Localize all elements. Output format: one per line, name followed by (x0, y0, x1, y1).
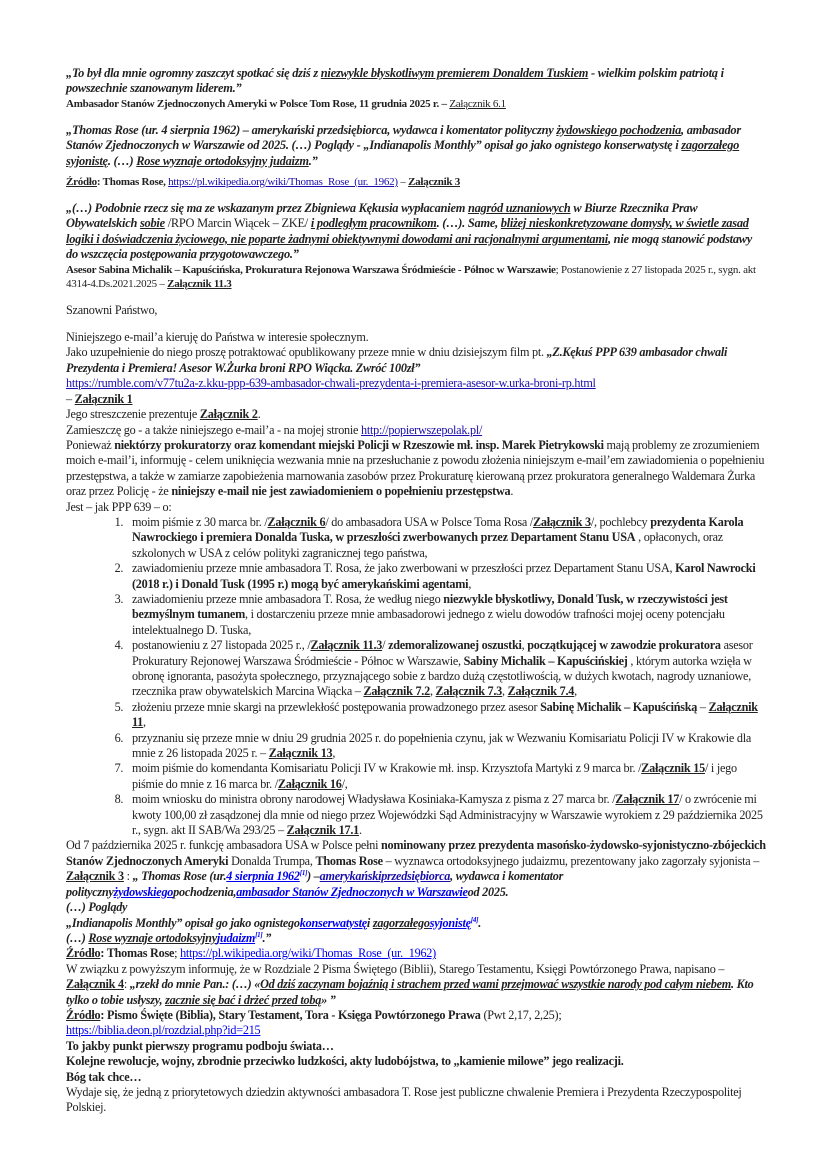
quote-tusk: „To był dla mnie ogromny zaszczyt spotkać się dziś z niezwykle błyskotliwym premierem Donaldem Tuskiem - wielkim polskim patriotą i powszechnie szanowanym liderem.” (66, 66, 724, 96)
attachment-16-link[interactable]: Załącznik 16 (277, 776, 342, 791)
attachment-3-link[interactable]: Załącznik 3 (66, 869, 124, 884)
conservative-link[interactable]: konserwatystę (299, 915, 367, 930)
bible-paragraph: W związku z powyższym informuję, że w Rozdziale 2 Pisma Świętego (Biblii), Starego Testamentu, Księgi Powtórzonego Prawa, napisano – Załącznik 4: „rzekł do mnie Pan.: (…) «Od dziś zaczynam bojaźnią i strachem przed wami przejmować wszystkie narody pod całym niebem. Kto tylko o tobie usłyszy, zacznie się bać i drżeć przed tobą» ” (66, 961, 754, 1007)
attachment-7-3-link[interactable]: Załącznik 7.3 (435, 684, 503, 699)
attachment-3-link[interactable]: Załącznik 3 (408, 176, 461, 189)
attachment-17-link[interactable]: Załącznik 17 (615, 792, 680, 807)
closing-line-2: Kolejne rewolucje, wojny, zbrodnie przeciwko ludzkości, akty ludobójstwa, to „kamienie milowe” jego realizacji. (66, 1054, 624, 1069)
list-intro: Jest – jak PPP 639 – o: (66, 499, 172, 514)
judaism-link[interactable]: judaizm (216, 930, 256, 945)
attachment-4-link[interactable]: Załącznik 4 (66, 977, 124, 992)
bible-link[interactable]: https://biblia.deon.pl/rozdzial.php?id=215 (66, 1023, 261, 1038)
quote-prosecutor: „(…) Podobnie rzecz się ma ze wskazanym przez Zbigniewa Kękusia wypłacaniem nagród uznaniowych w Biurze Rzecznika Praw Obywatelskich sobie /RPO Marcin Wiącek – ZKE/ i podległym pracownikom. (…). Same, bliżej nieskonkretyzowane domysły, w świetle zasad logiki i doświadczenia życiowego, nie poparte żadnymi obiektywnymi dowodami ani racjonalnymi argumentami, nie mogą stanowić podstawy do wszczęcia postępowania przygotowawczego.” (66, 201, 753, 262)
list-item: 1. moim piśmie z 30 marca br. /Załącznik 6/ do ambasadora USA w Polsce Toma Rosa /Załącznik 3/, pochlebcy prezydenta Karola Nawrockiego i premiera Donalda Tuska, w przeszłości zwerbowanych przez Departament Stanu USA , opłaconych, oraz szkolonych w USA z celów polityki zagranicznej tego państwa, (126, 515, 766, 561)
views-line: „Indianapolis Monthly” opisał go jako ognistegokonserwatystęi zagorzałegosyjonistę[4]. (66, 915, 482, 930)
attachment-11-link[interactable]: Załącznik 11 (132, 699, 758, 730)
attachment-15-link[interactable]: Załącznik 15 (641, 761, 705, 776)
topics-list (66, 515, 766, 839)
attachment-6-link[interactable]: Załącznik 6 (267, 514, 326, 529)
wikipedia-link[interactable]: https://pl.wikipedia.org/wiki/Thomas_Rose_(ur._1962) (168, 176, 398, 189)
wikipedia-link-2[interactable]: https://pl.wikipedia.org/wiki/Thomas_Rose_(ur._1962) (180, 946, 436, 961)
attachment-2-link[interactable]: Załącznik 2 (199, 407, 258, 422)
website-line: Zamieszczę go - a także niniejszego e-mail’a - na mojej stronie http://popierwszepolak.pl/ (66, 422, 483, 437)
document-page: „To był dla mnie ogromny zaszczyt spotkać się dziś z niezwykle błyskotliwym premierem Donaldem Tuskiem - wielkim polskim patriotą i powszechnie szanowanym liderem.” Ambasador Stanów Zjednoczonych Ameryki w Polsce Tom Rose, 11 grudnia 2025 r. – Załącznik 6.1 „Thomas Rose (ur. 4 sierpnia 1962) – amerykański przedsiębiorca, wydawca i komentator polityczny żydowskiego pochodzenia, ambasador Stanów Zjednoczonych w Warszawie od 2025. (…) Poglądy - „Indianapolis Monthly” opisał go jako ognistego konserwatystę i zagorzałego syjonistę. (…) Rose wyznaje ortodoksyjny judaizm.” Źródło: Thomas Rose, https://pl.wikipedia.org/wiki/Thomas_Rose_(ur._1962) – Załącznik 3 „(…) Podobnie rzecz się ma ze wskazanym przez Zbigniewa Kękusia wypłacaniem nagród uznaniowych w Biurze Rzecznika Praw Obywatelskich sobie /RPO Marcin Wiącek – ZKE/ i podległym pracownikom. (…). Same, bliżej nieskonkretyzowane domysły, w świetle zasad logiki i doświadczenia życiowego, nie poparte żadnymi obiektywnymi dowodami ani racjonalnymi argumentami, nie mogą stanowić podstawy do wszczęcia postępowania przygotowawczego.” Asesor Sabina Michalik – Kapuścińska, Prokuratura Rejonowa Warszawa Śródmieście - Północ w Warszawie; Postanowienie z 27 listopada 2025 r., sygn. akt 4314-4.Ds.2021.2025 – Załącznik 11.3 Szanowni Państwo, Niniejszego e-mail’a kieruję do Państwa w interesie społecznym. Jako uzupełnienie do niego proszę potraktować opublikowany przeze mnie w dniu dzisiejszym film pt. „Z.Kękuś PPP 639 ambasador chwali Prezydenta i Premiera! Asesor W.Żurka broni RPO Wiącka. Zwróć 100zł” https://rumble.com/v77tu2a-z.kku-ppp-639-ambasador-chwali-prezydenta-i-premiera-asesor-w.urka-broni-rp.html – Załącznik 1 Jego streszczenie prezentuje Załącznik 2. Zamieszczę go - a także niniejszego e-mail’a - na mojej stronie http://popierwszepolak.pl/ Ponieważ niektórzy prokuratorzy oraz komendant miejski Policji w Rzeszowie mł. insp. Marek Pietrykowski mają problemy ze zrozumieniem moich e-mail’i, informuję - celem uniknięcia wezwania mnie na przesłuchanie z powodu złożenia niniejszym e-mail’em zawiadomienia o popełnieniu przestępstwa, a także w zamiarze zapobieżenia marnowania zasobów przez Prokuraturę kierowaną przez prokuratora generalnego Waldemara Żurka oraz przez Policję - że niniejszy e-mail nie jest zawiadomieniem o popełnieniu przestępstwa. Jest – jak PPP 639 – o: 1. moim piśmie z 30 marca br. /Załącznik 6/ do ambasadora USA w Polsce Toma Rosa /Załącznik 3/, pochlebcy prezydenta Karola Nawrockiego i premiera Donalda Tuska, w przeszłości zwerbowanych przez Departament Stanu USA , opłaconych, oraz szkolonych w USA z celów polityki zagranicznej tego państwa, 2. zawiadomieniu przeze mnie ambasadora T. Rosa, że jako zwerbowani w przeszłości przez Departament Stanu USA, Karol Nawrocki (2018 r.) i Donald Tusk (1995 r.) mogą być amerykańskimi agentami, 3. zawiadomieniu przeze mnie ambasadora T. Rosa, że według niego niezwykle błyskotliwy, Donald Tusk, w rzeczywistości jest bezmyślnym tumanem, i dostarczeniu przeze mnie ambasadorowi jednego z wielu dowodów trafności mojej oceny potencjału intelektualnego D. Tuska, 4. postanowieniu z 27 listopada 2025 r., /Załącznik 11.3/ zdemoralizowanej oszustki, początkującej w zawodzie prokuratora asesor Prokuratury Rejonowej Warszawa Śródmieście - Północ w Warszawie, Sabiny Michalik – Kapuścińskiej , którym autorka wzięła w obronę ignoranta, pasożyta społecznego, przyznającego sobie z bardzo dużą częstotliwością, w dużych kwotach, nagrody uznaniowe, rzecznika praw obywatelskich Marcina Wiącka – Załącznik 7.2, Załącznik 7.3, Załącznik 7.4, 5. złożeniu przeze mnie skargi na przewlekłość postępowania prowadzonego przez asesor Sabinę Michalik – Kapuścińską – Załącznik 11, 6. przyznaniu się przeze mnie w dniu 29 grudnia 2025 r. do popełnienia czynu, jak w Wezwaniu Komisariatu Policji IV w Krakowie dla mnie z 26 listopada 2025 r. – Załącznik 13, 7. moim piśmie do komendanta Komisariatu Policji IV w Krakowie mł. insp. Krzysztofa Martyki z 9 marca br. /Załącznik 15/ i jego piśmie do mnie z 16 marca br. /Załącznik 16/, 8. moim wniosku do ministra obrony narodowej Władysława Kosiniaka-Kamysza z pisma z 27 marca br. /Załącznik 17/ o zwrócenie mi kwoty 100,00 zł zasądzonej dla mnie od niego przez Wojewódzki Sąd Administracyjny w Warszawie wyrokiem z 29 października 2025 r., sygn. akt II SAB/Wa 293/25 – Załącznik 17.1. Od 7 października 2025 r. funkcję ambasadora USA w Polsce pełni nominowany przez prezydenta masońsko-żydowsko-syjonistyczno-zbójeckich Stanów Zjednoczonych Ameryki Donalda Trumpa, Thomas Rose – wyznawca ortodoksyjnego judaizmu, prezentowany jako zagorzały syjonista – Załącznik 3 : „ Thomas Rose (ur.4 sierpnia 1962[1]) –amerykańskiprzedsiębiorca, wydawca i komentator politycznyżydowskiegopochodzenia,ambasador Stanów Zjednoczonych w Warszawieod 2025. (…) Poglądy „Indianapolis Monthly” opisał go jako ognistegokonserwatystęi zagorzałegosyjonistę[4]. (…) Rose wyznaje ortodoksyjnyjudaizm[1].” Źródło: Thomas Rose; https://pl.wikipedia.org/wiki/Thomas_Rose_(ur._1962) W związku z powyższym informuję, że w Rozdziale 2 Pisma Świętego (Biblii), Starego Testamentu, Księgi Powtórzonego Prawa, napisano – Załącznik 4: „rzekł do mnie Pan.: (…) «Od dziś zaczynam bojaźnią i strachem przed wami przejmować wszystkie narody pod całym niebem. Kto tylko o tobie usłyszy, zacznie się bać i drżeć przed tobą» ” Źródło: Pismo Święte (Biblia), Stary Testament, Tora - Księga Powtórzonego Prawa (Pwt 2,17, 2,25); https://biblia.deon.pl/rozdzial.php?id=215 To jakby punkt pierwszy programu podboju świata… Kolejne rewolucje, wojny, zbrodnie przeciwko ludzkości, akty ludobójstwa, to „kamienie milowe” jego realizacji. Bóg tak chce… Wydaje się, że jedną z priorytetowych dziedzin aktywności ambasadora T. Rose jest publiczne chwalenie Premiera i Prezydenta Rzeczypospolitej Polskiej. (66, 66, 766, 1116)
list-item: 4. postanowieniu z 27 listopada 2025 r., /Załącznik 11.3/ zdemoralizowanej oszustki, początkującej w zawodzie prokuratora asesor Prokuratury Rejonowej Warszawa Śródmieście - Północ w Warszawie, Sabiny Michalik – Kapuścińskiej , którym autorka wzięła w obronę ignoranta, pasożyta społecznego, przyznającego sobie z bardzo dużą częstotliwością, w dużych kwotach, nagrody uznaniowe, rzecznika praw obywatelskich Marcina Wiącka – Załącznik 7.2, Załącznik 7.3, Załącznik 7.4, (126, 638, 766, 700)
closing-line-4: Wydaje się, że jedną z priorytetowych dziedzin aktywności ambasadora T. Rose jest publiczne chwalenie Premiera i Prezydenta Rzeczypospolitej Polskiej. (66, 1084, 742, 1115)
bible-source: Źródło: Pismo Święte (Biblia), Stary Testament, Tora - Księga Powtórzonego Prawa (Pwt 2,17, 2,25); (66, 1007, 562, 1022)
attachment-7-4-link[interactable]: Załącznik 7.4 (507, 684, 575, 699)
attachment-6-1-link[interactable]: Załącznik 6.1 (449, 97, 506, 110)
businessman-link[interactable]: amerykańskiprzedsiębiorca (319, 869, 451, 884)
attachment-11-3-link[interactable]: Załącznik 11.3 (310, 638, 383, 653)
list-item: 8. moim wniosku do ministra obrony narodowej Władysława Kosiniaka-Kamysza z pisma z 27 marca br. /Załącznik 17/ o zwrócenie mi kwoty 100,00 zł zasądzonej dla mnie od niego przez Wojewódzki Sąd Administracyjny w Warszawie wyrokiem z 29 października 2025 r., sygn. akt II SAB/Wa 293/25 – Załącznik 17.1. (126, 792, 766, 838)
religion-line: (…) Rose wyznaje ortodoksyjnyjudaizm[1].” (66, 930, 272, 945)
quote-prosecutor-attribution: Asesor Sabina Michalik – Kapuścińska, Prokuratura Rejonowa Warszawa Śródmieście - Północ w Warszawie; Postanowienie z 27 listopada 2025 r., sygn. akt 4314-4.Ds.2021.2025 – Załącznik 11.3 (66, 263, 756, 290)
quote-wikipedia-source: Źródło: Thomas Rose, https://pl.wikipedia.org/wiki/Thomas_Rose_(ur._1962) – Załącznik 3 (66, 176, 461, 189)
quote-wikipedia-rose: „Thomas Rose (ur. 4 sierpnia 1962) – amerykański przedsiębiorca, wydawca i komentator polityczny żydowskiego pochodzenia, ambasador Stanów Zjednoczonych w Warszawie od 2025. (…) Poglądy - „Indianapolis Monthly” opisał go jako ognistego konserwatystę i zagorzałego syjonistę. (…) Rose wyznaje ortodoksyjny judaizm.” (66, 122, 741, 168)
list-item: 2. zawiadomieniu przeze mnie ambasadora T. Rosa, że jako zwerbowani w przeszłości przez Departament Stanu USA, Karol Nawrocki (2018 r.) i Donald Tusk (1995 r.) mogą być amerykańskimi agentami, (126, 561, 766, 592)
intro-line: Niniejszego e-mail’a kieruję do Państwa w interesie społecznym. (66, 330, 369, 345)
attachment-13-link[interactable]: Załącznik 13 (268, 746, 333, 761)
attachment-7-2-link[interactable]: Załącznik 7.2 (363, 684, 430, 699)
attachment-1-link[interactable]: Załącznik 1 (74, 391, 133, 406)
ambassador-link[interactable]: ambasador Stanów Zjednoczonych w Warszawie (236, 884, 468, 899)
police-paragraph: Ponieważ niektórzy prokuratorzy oraz komendant miejski Policji w Rzeszowie mł. insp. Marek Pietrykowski mają problemy ze zrozumieniem moich e-mail’i, informuję - celem uniknięcia wezwania mnie na przesłuchanie z powodu złożenia niniejszym e-mail’em zawiadomienia o popełnieniu przestępstwa, a także w zamiarze zapobieżenia marnowania zasobów przez Prokuraturę kierowaną przez prokuratora generalnego Waldemara Żurka oraz przez Policję - że niniejszy e-mail nie jest zawiadomieniem o popełnieniu przestępstwa. (66, 437, 765, 499)
list-item: 5. złożeniu przeze mnie skargi na przewlekłość postępowania prowadzonego przez asesor Sabinę Michalik – Kapuścińską – Załącznik 11, (126, 700, 766, 731)
birthdate-link[interactable]: 4 sierpnia 1962 (226, 869, 300, 884)
attachment-11-3-link[interactable]: Załącznik 11.3 (167, 277, 232, 290)
zionist-link[interactable]: syjonistę (429, 915, 471, 930)
closing-line-3: Bóg tak chce… (66, 1069, 142, 1084)
summary-line: Jego streszczenie prezentuje Załącznik 2. (66, 407, 261, 422)
list-item: 3. zawiadomieniu przeze mnie ambasadora T. Rosa, że według niego niezwykle błyskotliwy, Donald Tusk, w rzeczywistości jest bezmyślnym tumanem, i dostarczeniu przeze mnie ambasadorowi jednego z wielu dowodów trafności mojej oceny potencjału intelektualnego D. Tuska, (126, 592, 766, 638)
attachment-3-link[interactable]: Załącznik 3 (532, 514, 591, 529)
views-heading: (…) Poglądy (66, 900, 128, 915)
attachment-17-1-link[interactable]: Załącznik 17.1 (286, 823, 359, 838)
film-intro: Jako uzupełnienie do niego proszę potraktować opublikowany przeze mnie w dniu dzisiejszym film pt. „Z.Kękuś PPP 639 ambasador chwali Prezydenta i Premiera! Asesor W.Żurka broni RPO Wiącka. Zwróć 100zł” (66, 345, 728, 375)
greeting: Szanowni Państwo, (66, 302, 158, 317)
jewish-link[interactable]: żydowskiego (113, 884, 174, 899)
film-link[interactable]: https://rumble.com/v77tu2a-z.kku-ppp-639-ambasador-chwali-prezydenta-i-premiera-asesor-w.urka-broni-rp.html (66, 376, 596, 391)
ambassador-source: Źródło: Thomas Rose; https://pl.wikipedia.org/wiki/Thomas_Rose_(ur._1962) (66, 946, 436, 961)
list-item: 7. moim piśmie do komendanta Komisariatu Policji IV w Krakowie mł. insp. Krzysztofa Martyki z 9 marca br. /Załącznik 15/ i jego piśmie do mnie z 16 marca br. /Załącznik 16/, (126, 761, 766, 792)
ambassador-paragraph: Od 7 października 2025 r. funkcję ambasadora USA w Polsce pełni nominowany przez prezydenta masońsko-żydowsko-syjonistyczno-zbójeckich Stanów Zjednoczonych Ameryki Donalda Trumpa, Thomas Rose – wyznawca ortodoksyjnego judaizmu, prezentowany jako zagorzały syjonista – Załącznik 3 : „ Thomas Rose (ur.4 sierpnia 1962[1]) –amerykańskiprzedsiębiorca, wydawca i komentator politycznyżydowskiegopochodzenia,ambasador Stanów Zjednoczonych w Warszawieod 2025. (66, 838, 766, 899)
closing-line-1: To jakby punkt pierwszy programu podboju świata… (66, 1038, 334, 1053)
list-item: 6. przyznaniu się przeze mnie w dniu 29 grudnia 2025 r. do popełnienia czynu, jak w Wezwaniu Komisariatu Policji IV w Krakowie dla mnie z 26 listopada 2025 r. – Załącznik 13, (126, 731, 766, 762)
quote-tusk-attribution: Ambasador Stanów Zjednoczonych Ameryki w Polsce Tom Rose, 11 grudnia 2025 r. – Załącznik 6.1 (66, 97, 506, 110)
website-link[interactable]: http://popierwszepolak.pl/ (360, 422, 483, 437)
film-title: „Z.Kękuś PPP 639 ambasador chwali Prezydenta i Premiera! Asesor W.Żurka broni RPO Wiącka. Zwróć 100zł” (66, 345, 728, 375)
